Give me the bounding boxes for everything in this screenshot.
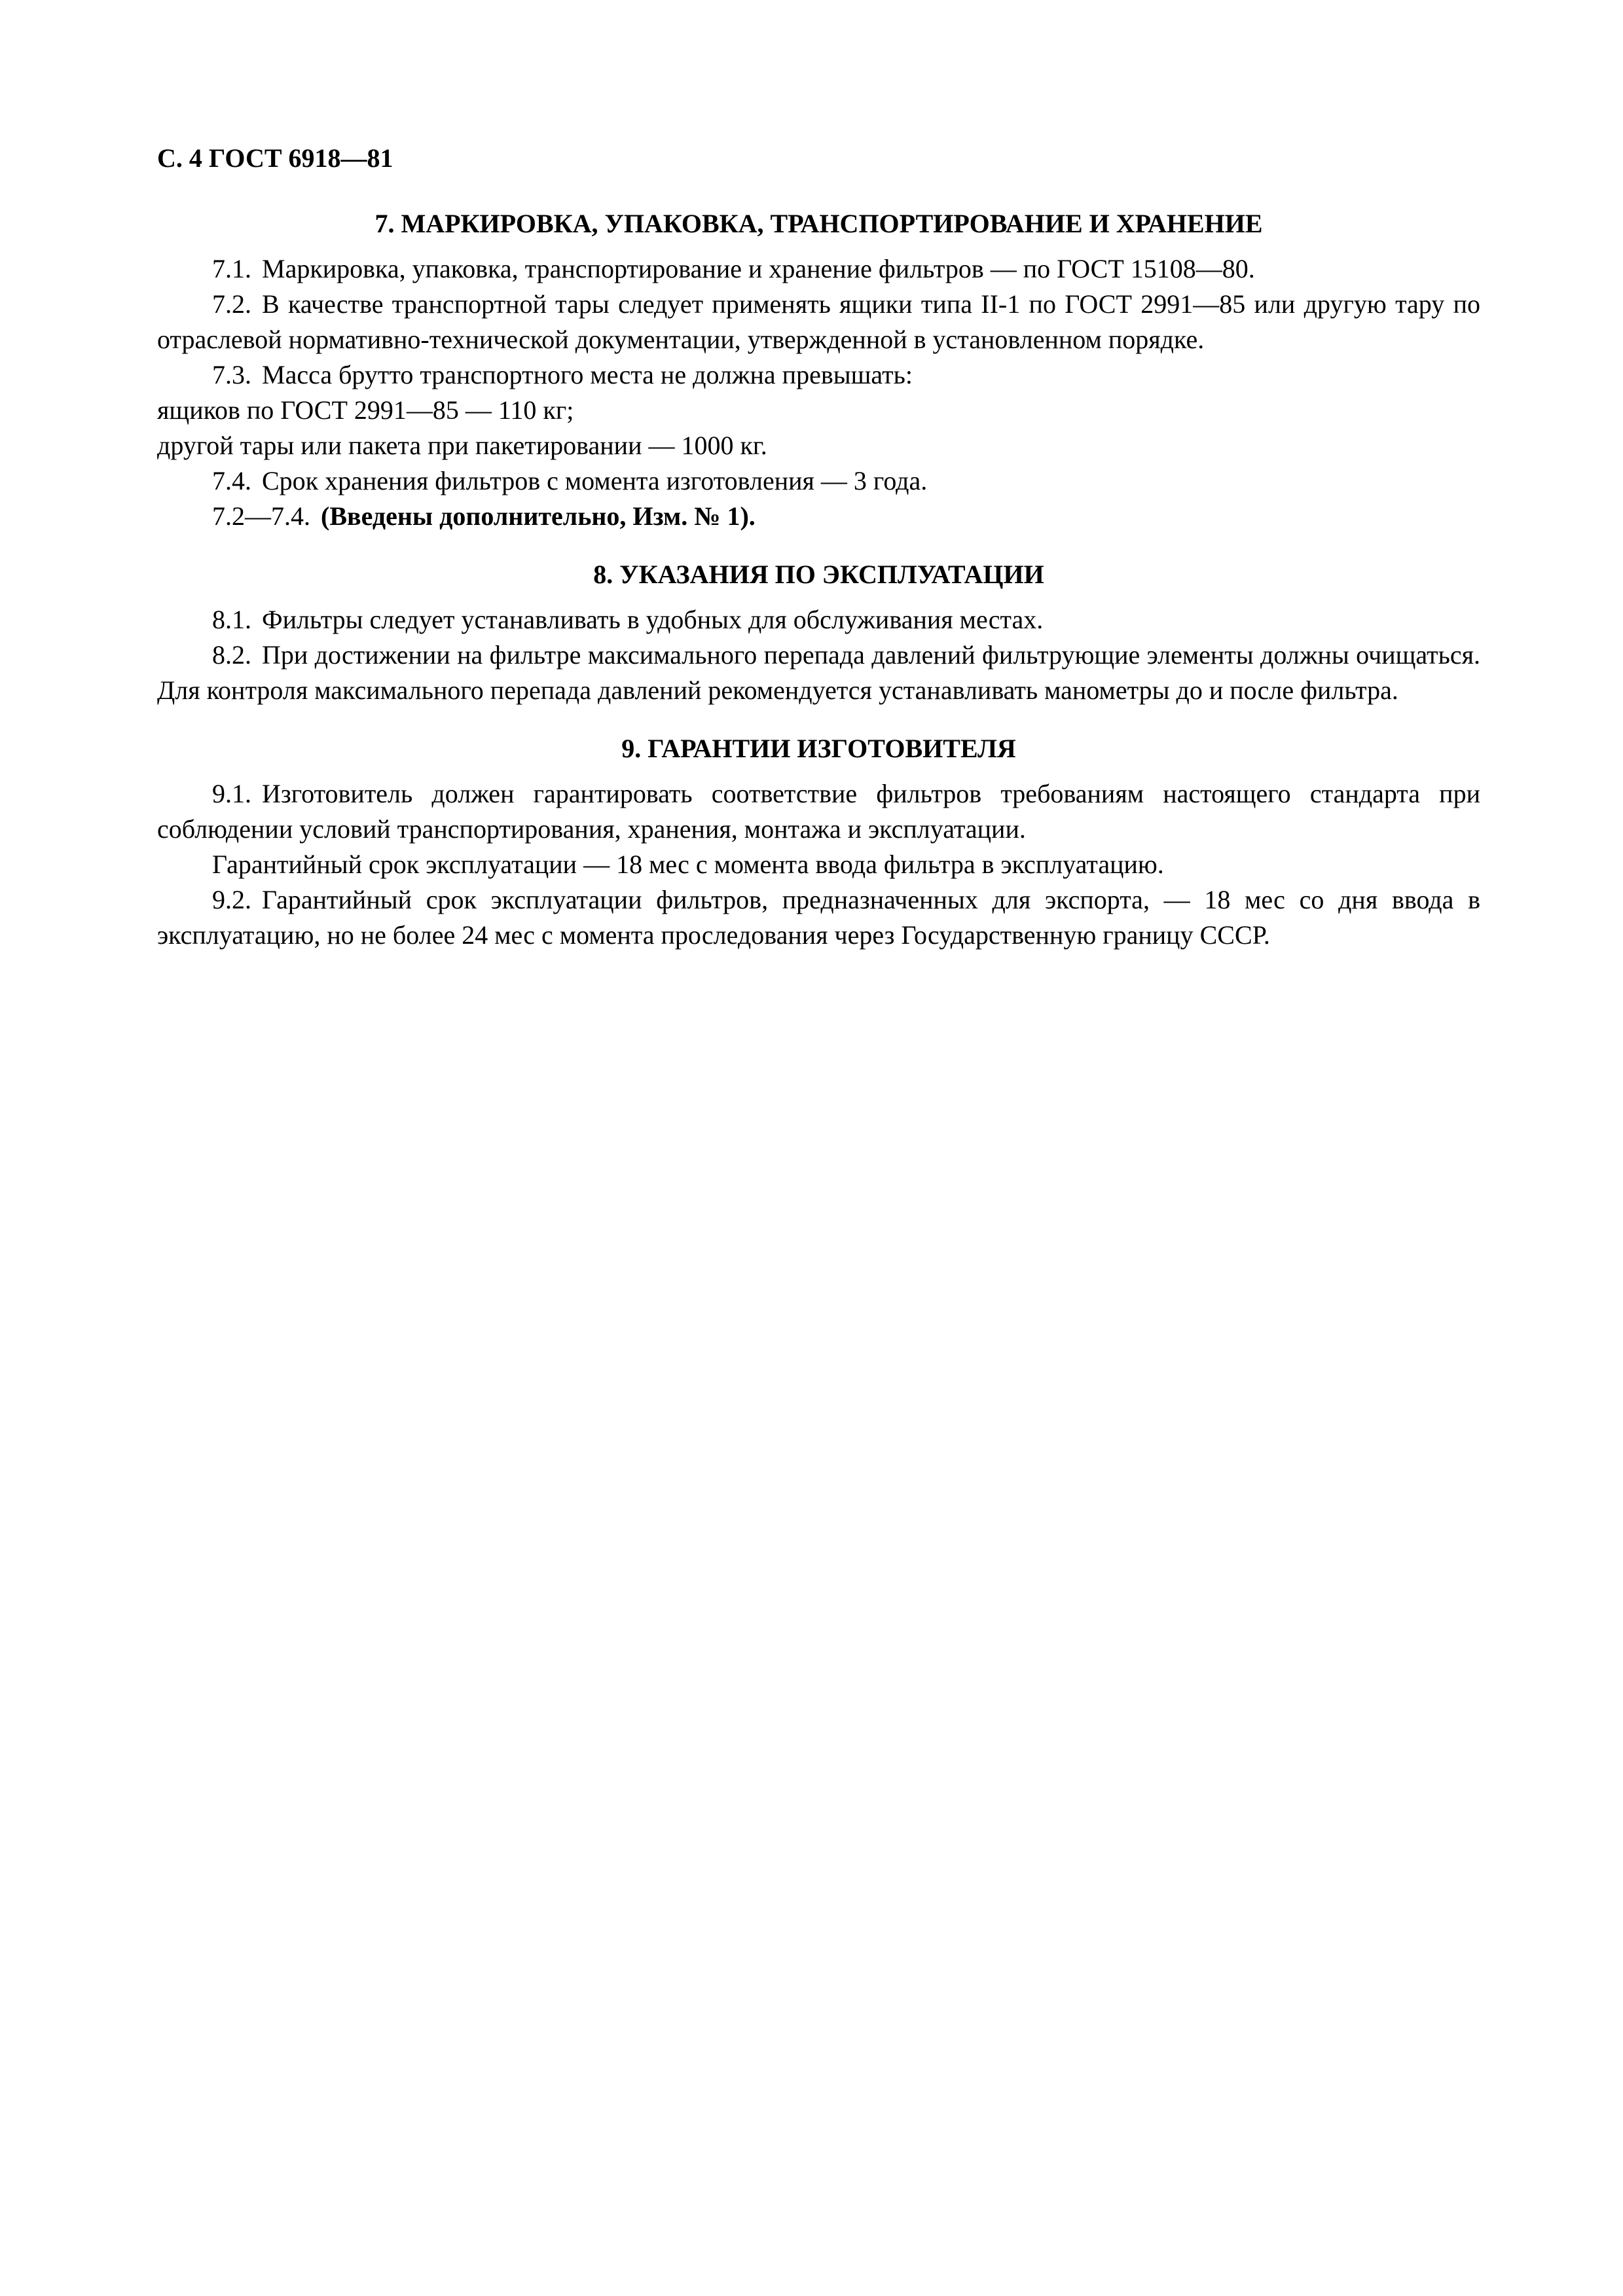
paragraph-text: Маркировка, упаковка, транспортирование и хранение фильтров — по ГОСТ 15108—80. — [262, 254, 1255, 283]
section-title: 8. УКАЗАНИЯ ПО ЭКСПЛУАТАЦИИ — [593, 560, 1044, 589]
paragraph-7-1 — [157, 251, 1480, 287]
paragraph-amendment-note — [157, 499, 1480, 534]
clause-number: 9.1. — [212, 779, 251, 808]
paragraph-7-2 — [157, 287, 1480, 357]
paragraph-8-1 — [157, 602, 1480, 637]
paragraph-7-3-item-boxes — [157, 393, 1480, 428]
paragraph-7-3 — [157, 357, 1480, 393]
paragraph-7-4 — [157, 463, 1480, 499]
clause-number: 7.4. — [212, 466, 251, 495]
section-title: 9. ГАРАНТИИ ИЗГОТОВИТЕЛЯ — [621, 734, 1016, 763]
section-9 — [157, 732, 1480, 953]
section-title: 7. МАРКИРОВКА, УПАКОВКА, ТРАНСПОРТИРОВАНИЕ И ХРАНЕНИЕ — [374, 209, 1263, 238]
section-8 — [157, 558, 1480, 708]
document-page — [157, 141, 1480, 977]
clause-number: 7.2—7.4. — [212, 501, 310, 531]
amendment-note: (Введены дополнительно, Изм. № 1). — [321, 501, 756, 531]
clause-number: 7.2. — [212, 289, 251, 319]
paragraph-text: В качестве транспортной тары следует применять ящики типа II-1 по ГОСТ 2991—85 или другую тару по отраслевой нормативно-технической документации, утвержденной в установленном порядке. — [157, 289, 1480, 354]
paragraph-text: Изготовитель должен гарантировать соответствие фильтров требованиям настоящего стандарта при соблюдении условий транспортирования, хранения, монтажа и эксплуатации. — [157, 779, 1480, 844]
paragraph-text: Масса брутто транспортного места не должна превышать: — [262, 360, 913, 389]
paragraph-9-1 — [157, 776, 1480, 847]
clause-number: 8.1. — [212, 605, 251, 634]
paragraph-text: Срок хранения фильтров с момента изготовления — 3 года. — [262, 466, 928, 495]
paragraph-text: Гарантийный срок эксплуатации — 18 мес с момента ввода фильтра в эксплуатацию. — [212, 850, 1164, 879]
paragraph-9-2 — [157, 882, 1480, 953]
clause-number: 9.2. — [212, 885, 251, 914]
paragraph-8-2 — [157, 637, 1480, 708]
paragraph-text: Фильтры следует устанавливать в удобных для обслуживания местах. — [262, 605, 1044, 634]
section-7 — [157, 207, 1480, 534]
running-head: С. 4 ГОСТ 6918—81 — [157, 143, 393, 173]
paragraph-text: При достижении на фильтре максимального перепада давлений фильтрующие элементы должны очищаться. Для контроля максимального перепада давлений рекомендуется устанавливать манометры до и после фильтра. — [157, 640, 1480, 705]
paragraph-7-3-item-other — [157, 428, 1480, 463]
paragraph-text: другой тары или пакета при пакетировании — 1000 кг. — [157, 431, 767, 460]
clause-number: 7.3. — [212, 360, 251, 389]
clause-number: 8.2. — [212, 640, 251, 670]
paragraph-9-1-warranty — [157, 847, 1480, 882]
clause-number: 7.1. — [212, 254, 251, 283]
paragraph-text: Гарантийный срок эксплуатации фильтров, предназначенных для экспорта, — 18 мес со дня ввода в эксплуатацию, но не более 24 мес с момента проследования через Государственную границу СССР. — [157, 885, 1480, 950]
paragraph-text: ящиков по ГОСТ 2991—85 — 110 кг; — [157, 395, 574, 425]
